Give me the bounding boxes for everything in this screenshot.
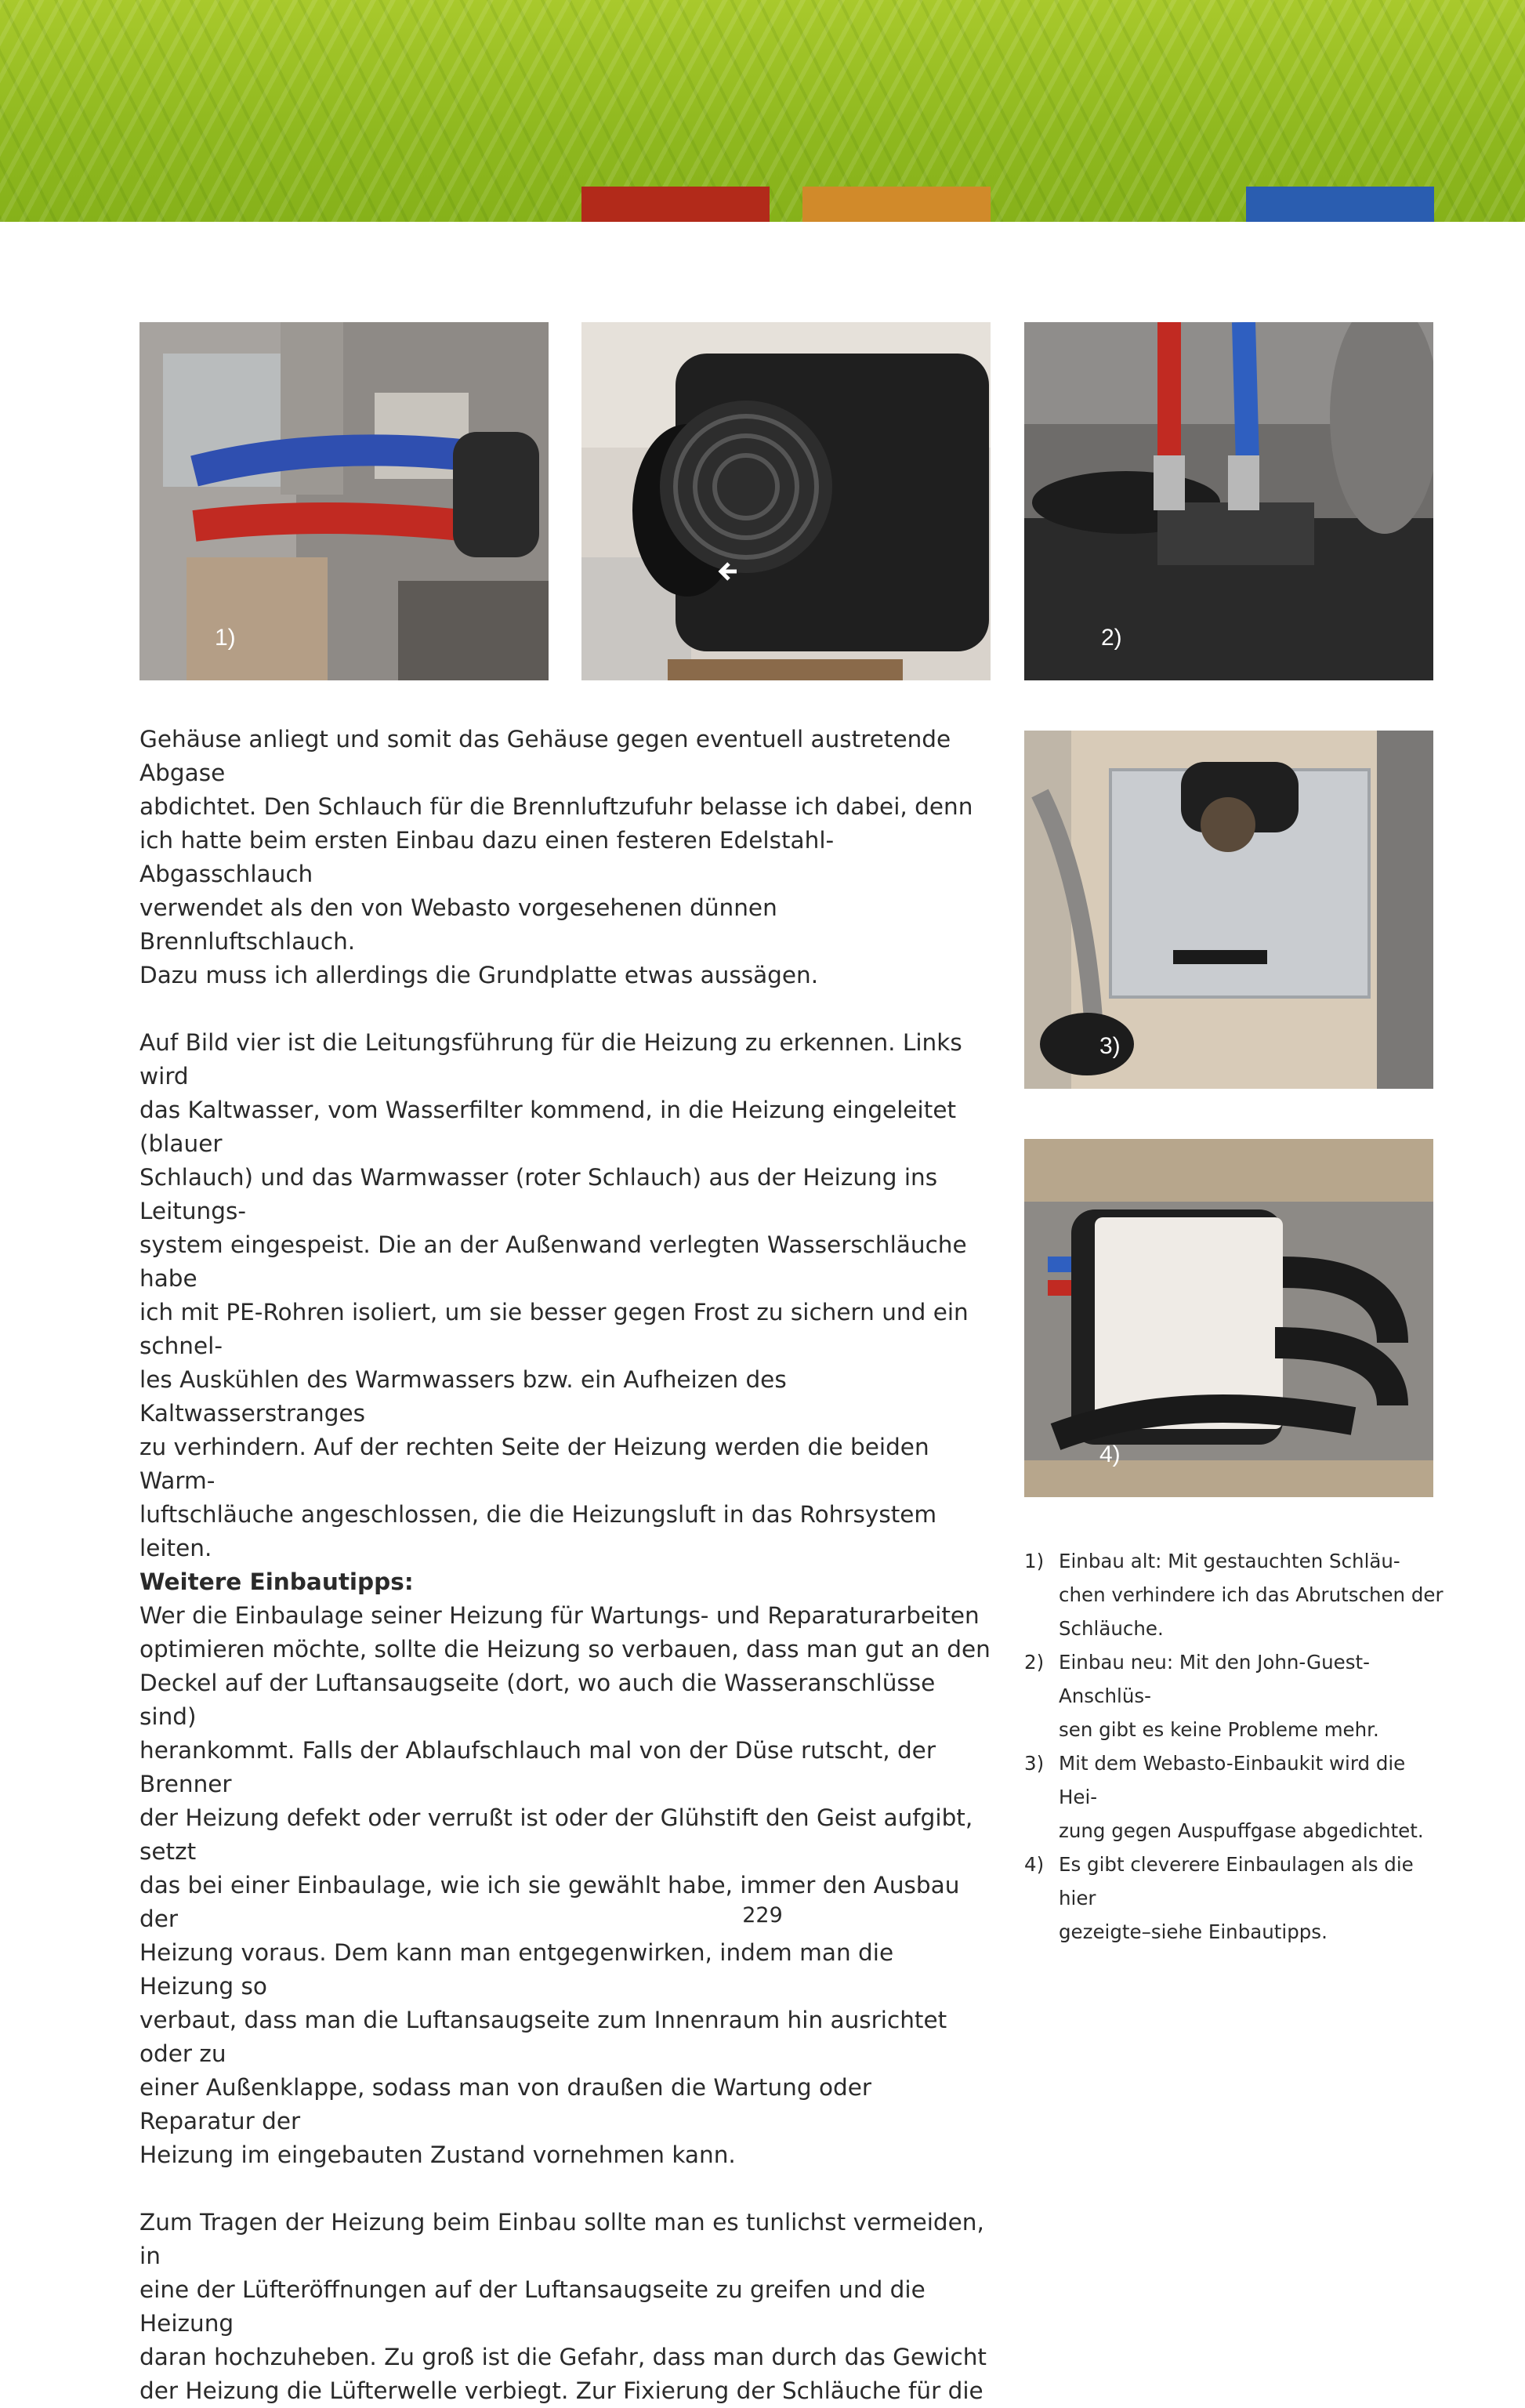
body-paragraph: Gehäuse anliegt und somit das Gehäuse gegen eventuell austretende Abgase abdichtet. Den Schlauch für die Brennluftzufuhr belasse ich dabei, denn ich hatte beim ersten Einbau dazu einen festeren Edelstahl-Abgasschlauch verwendet als den von Webasto vorgesehenen dünnen Brennluftschlauch. Dazu muss ich allerdings die Grundplatte etwas aussägen. bbox=[139, 726, 973, 988]
caption-item bbox=[1024, 1645, 1447, 1746]
caption-number: 3) bbox=[1024, 1752, 1045, 1775]
photo-label: 2) bbox=[1101, 625, 1122, 651]
subheading: Weitere Einbautipps: bbox=[139, 1568, 414, 1595]
caption-text: Es gibt cleverere Einbaulagen als die hier gezeigte–siehe Einbautipps. bbox=[1059, 1853, 1414, 1943]
photo-installation-position bbox=[1024, 1139, 1433, 1497]
caption-text: Einbau alt: Mit gestauchten Schläu- chen verhindere ich das Abrutschen der Schläuche. bbox=[1059, 1550, 1443, 1640]
caption-number: 2) bbox=[1024, 1651, 1045, 1674]
caption-number: 4) bbox=[1024, 1853, 1045, 1876]
photo-heater-air-intake bbox=[581, 322, 991, 680]
color-swatch-orange bbox=[802, 187, 991, 222]
caption-item bbox=[1024, 1544, 1447, 1645]
body-text bbox=[139, 723, 994, 2408]
photo-webasto-mounting-plate bbox=[1024, 731, 1433, 1089]
caption-text: Mit dem Webasto-Einbaukit wird die Hei- zung gegen Auspuffgase abgedichtet. bbox=[1059, 1752, 1424, 1842]
body-paragraph: Zum Tragen der Heizung beim Einbau sollte man es tunlichst vermeiden, in eine der Lüfteröffnungen auf der Luftansaugseite zu greifen und die Heizung daran hochzuheben. Zu groß ist die Gefahr, dass man durch das Gewicht der Heizung die Lüfterwelle verbiegt. Zur Fixierung der Schläuche für die bbox=[139, 2209, 987, 2404]
photo-label: 3) bbox=[1099, 1033, 1121, 1059]
caption-text: Einbau neu: Mit den John-Guest-Anschlüs- sen gibt es keine Probleme mehr. bbox=[1059, 1651, 1379, 1741]
caption-item bbox=[1024, 1848, 1447, 1949]
photo-label: 4) bbox=[1099, 1442, 1121, 1467]
photo-old-installation bbox=[139, 322, 549, 680]
page-number: 229 bbox=[742, 1903, 783, 1927]
photo-captions bbox=[1024, 1544, 1447, 1949]
body-paragraph: Wer die Einbaulage seiner Heizung für Wartungs- und Reparaturarbeiten optimieren möchte, sollte die Heizung so verbauen, dass man gut an den Deckel auf der Luftansaugseite (dort, wo auch die Wasseranschlüsse sind) herankommt. Falls der Ablaufschlauch mal von der Düse rutscht, der Brenner der Heizung defekt oder verrußt ist oder der Glühstift den Geist aufgibt, setzt das bei einer Einbaulage, wie ich sie gewählt habe, immer den Ausbau der Heizung voraus. Dem kann man entgegenwirken, indem man die Heizung so verbaut, dass man die Luftansaugseite zum Innenraum hin ausrichtet oder zu einer Außenklappe, sodass man von draußen die Wartung oder Reparatur der Heizung im eingebauten Zustand vornehmen kann. bbox=[139, 1602, 991, 2168]
color-swatch-blue bbox=[1246, 187, 1434, 222]
photo-label: 1) bbox=[215, 625, 236, 651]
color-swatch-red bbox=[581, 187, 770, 222]
caption-item bbox=[1024, 1746, 1447, 1848]
body-paragraph: Auf Bild vier ist die Leitungsführung für die Heizung zu erkennen. Links wird das Kaltwasser, vom Wasserfilter kommend, in die Heizung eingeleitet (blauer Schlauch) und das Warmwasser (roter Schlauch) aus der Heizung ins Leitungs- system eingespeist. Die an der Außenwand verlegten Wasserschläuche habe ich mit PE-Rohren isoliert, um sie besser gegen Frost zu sichern und ein schnel- les Auskühlen des Warmwassers bzw. ein Aufheizen des Kaltwasserstranges zu verhindern. Auf der rechten Seite der Heizung werden die beiden Warm- luftschläuche angeschlossen, die die Heizungsluft in das Rohrsystem leiten. bbox=[139, 1029, 969, 1561]
photo-new-installation bbox=[1024, 322, 1433, 680]
header-band bbox=[0, 0, 1525, 222]
caption-number: 1) bbox=[1024, 1550, 1045, 1572]
